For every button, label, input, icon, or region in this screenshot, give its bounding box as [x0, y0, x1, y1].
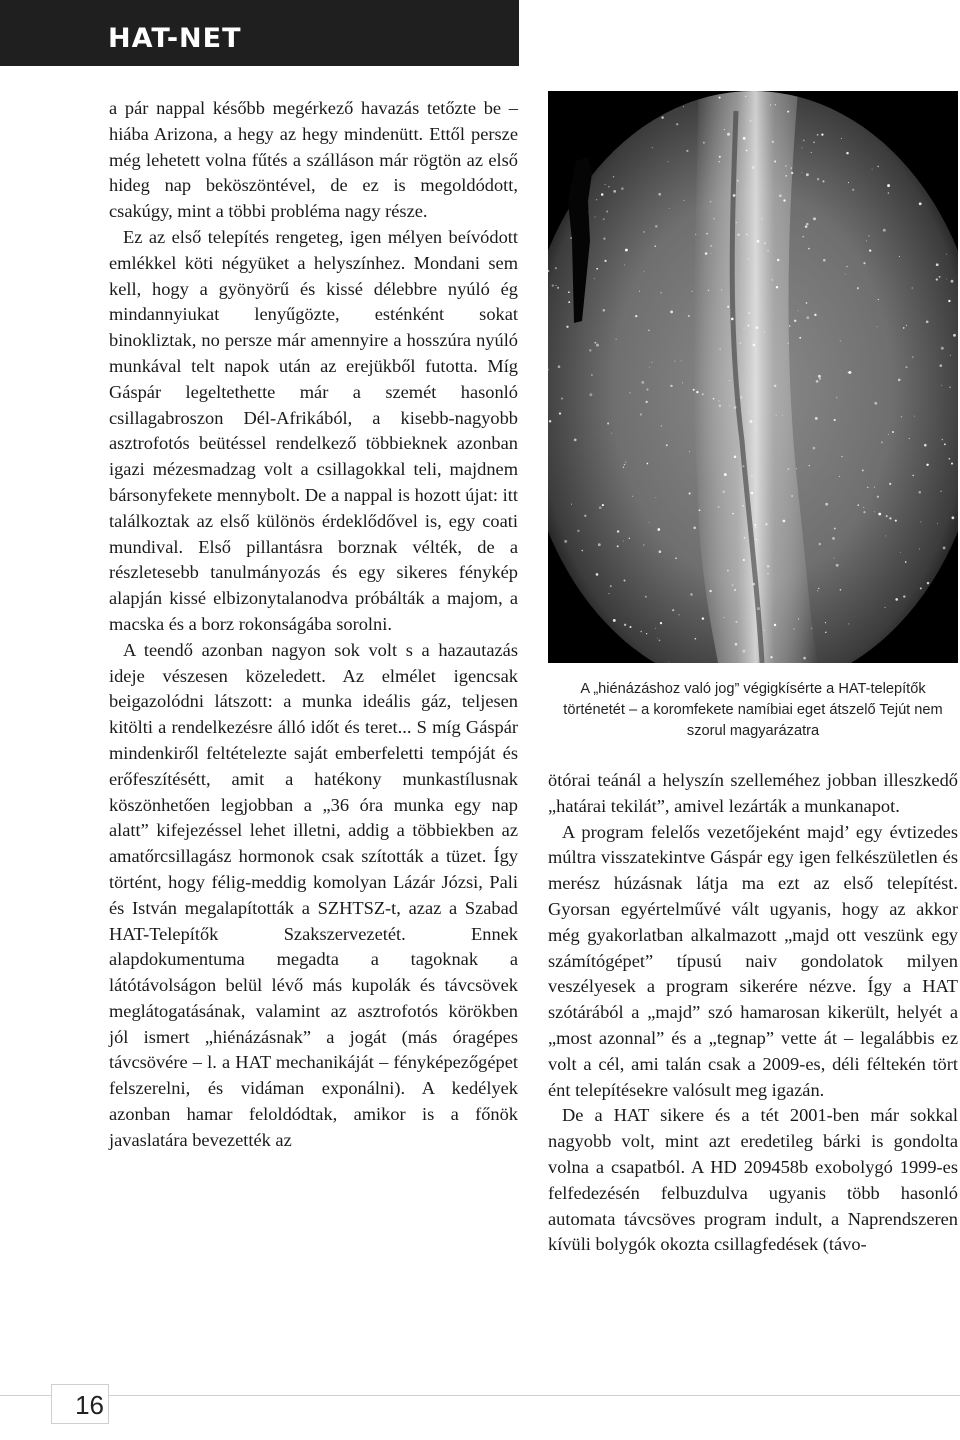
page-number: 16 — [75, 1390, 104, 1420]
paragraph: ötórai teánál a helyszín szelleméhez jobban illeszkedő „határai tekilát”, amivel lezárták a munkanapot. — [548, 770, 958, 816]
section-title: HAT-NET — [108, 23, 242, 54]
paragraph: Ez az első telepítés rengeteg, igen mélyen beívódott emlékkel köti négyüket a helyszínhez. Mondani sem kell, hogy a gyönyörű és kissé délebbre nyúló ég mindannyiukat lenyűgözte, esténként sokat binokliztak, no persze már amennyire a hosszúra nyúló munkával telt napok után az erejükből futotta. Míg Gáspár legeltethette már a szemét hasonló csillagabroszon Dél-Afrikából, a kisebb-nagyobb asztrofotós beütéssel rendelkező többieknek azonban igazi mézesmadzag volt a csillagokkal teli, majdnem bársonyfekete mennybolt. De a nappal is hozott újat: itt találkoztak az első különös érdeklődővel is, egy coati mundival. Első pillantásra borznak vélték, de a részletesebb tanulmányozás és egy sikeres fénykép alapján kissé elbizonytalanodva próbálták a majom, a macska és a borz rokonságába sorolni. — [109, 226, 518, 634]
paragraph: A teendő azonban nagyon sok volt s a hazautazás ideje vészesen közeledett. Az elmélet igencsak beigazolódni látszott: a munka ideális gáz, teljesen kitölti a rendelkezésre álló időt és teret... S míg Gáspár mindenkiről feltételezte saját emberfeletti tempóját és erőfeszítésétt, amit a hatékony munkastílusnak köszönhetően legjobban a „36 óra munka egy nap alatt” kifejezéssel lehet illetni, addig a többiekben az amatőrcsillagász hormonok csak szították a tüzet. Így történt, hogy félig-meddig komolyan Lázár Józsi, Pali és István megalapították a SZHTSZ-t, azaz a Szabad HAT-Telepítők Szakszervezetét. Ennek alapdokumentuma megadta a tagoknak a látótávolságon belül lévő más kupolák és távcsövek meglátogatásának, valamint az asztrofotós körökben jól ismert „hiénázásnak” a jogát (más óragépes távcsövére – l. a HAT mechanikáját – fényképezőgépet felszerelni, és vidáman exponálni). A kedélyek azonban hamar feloldódtak, amikor is a főnök javaslatára bevezették az — [109, 639, 518, 1150]
paragraph: A program felelős vezetőjeként majd’ egy évtizedes múltra visszatekintve Gáspár egy igen felkészületlen és merész húzásnak látja ma ezt az első telepítést. Gyorsan egyértelművé vált ugyanis, hogy az akkor még gyakorlatban alkalmazott „majd ott veszünk egy számítógépet” típusú naiv gondolatok milyen veszélyesek a program sikerére nézve. Így a HAT szótárából a „majd” szó hamarosan kikerült, helyét a „most azonnal” és a „tegnap” vette át – legalábbis ez volt a cél, ami talán csak a 2009-es, déli féltekén tört ént telepítésekre valósult meg igazán. — [548, 821, 958, 1100]
section-header-bar — [0, 0, 519, 66]
left-text-column — [109, 96, 518, 1154]
night-sky-image — [548, 91, 958, 663]
milky-way-photo — [548, 91, 958, 663]
paragraph: a pár nappal később megérkező havazás tetőzte be – hiába Arizona, a hegy az hegy mindenütt. Ettől persze még lehetett volna fűtés a szálláson már rögtön az első hideg nap beköszöntével, de ez is megoldódott, csakúgy, mint a többi probléma nagy része. — [109, 98, 518, 222]
right-text-column — [548, 768, 958, 1258]
page-number-box — [51, 1384, 109, 1424]
footer-rule — [0, 1395, 960, 1396]
paragraph: De a HAT sikere és a tét 2001-ben már sokkal nagyobb volt, mint azt eredetileg bárki is gondolta volna a csapatból. A HD 209458b exobolygó 1999-es felfedezésén felbuzdulva ugyanis több hasonló automata távcsöves program indult, a Naprendszeren kívüli bolygók okozta csillagfedések (távo- — [548, 1105, 958, 1255]
photo-caption: A „hiénázáshoz való jog” végigkísérte a HAT-telepítők történetét – a koromfekete namíbiai eget átszelő Tejút nem szorul magyarázatra — [563, 681, 943, 739]
